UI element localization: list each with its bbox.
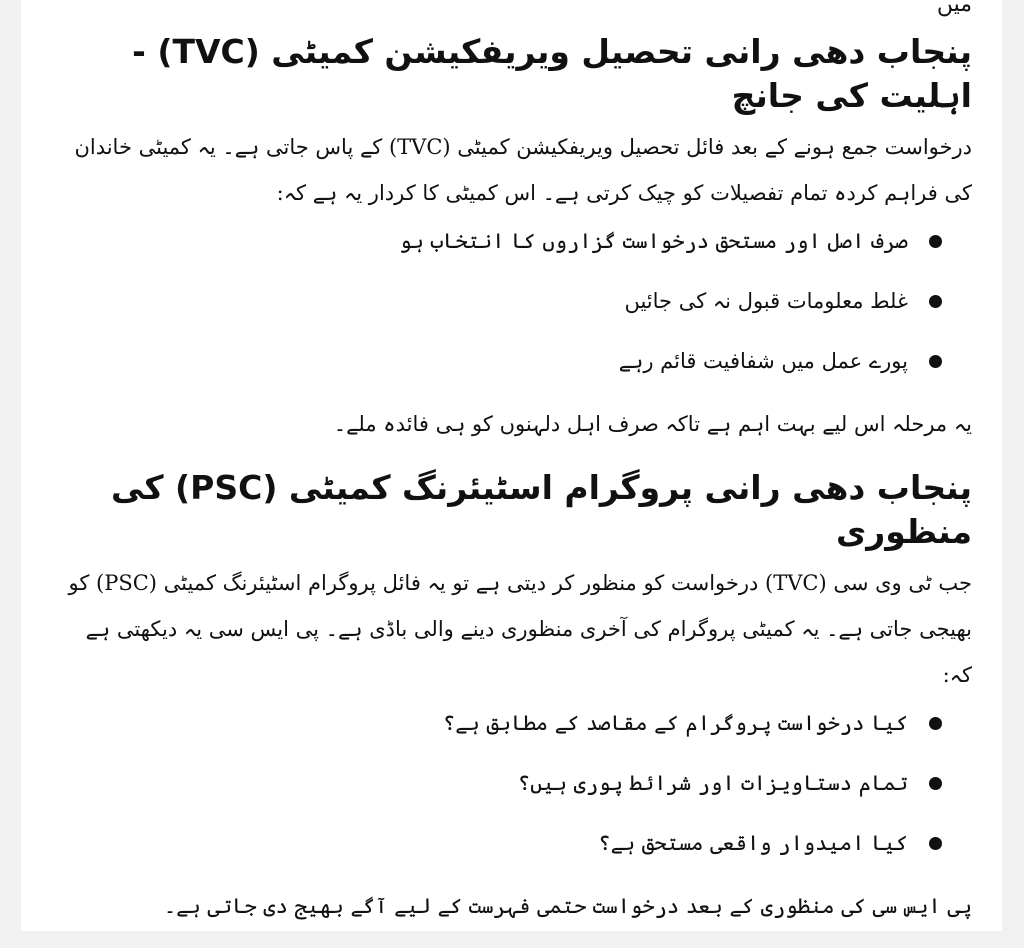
bullet-text: غلط معلومات قبول نہ کی جائیں — [624, 289, 908, 313]
bullet-item — [61, 344, 942, 378]
bullet-text: کیا امیدوار واقعی مستحق ہے؟ — [598, 831, 908, 855]
section-heading: پنجاب دھی رانی پروگرام اسٹیئرنگ کمیٹی (PSC) کی منظوری — [110, 468, 972, 551]
section-intro: جب ٹی وی سی (TVC) درخواست کو منظور کر دیتی ہے تو یہ فائل پروگرام اسٹیئرنگ کمیٹی (PSC) کو بھیجی جاتی ہے۔ یہ کمیٹی پروگرام کی آخری منظوری دینے والی باڈی ہے۔ پی ایس سی یہ دیکھتی ہے کہ: — [68, 571, 972, 687]
section-closing: یہ مرحلہ اس لیے بہت اہم ہے تاکہ صرف اہل دلہنوں کو ہی فائدہ ملے۔ — [333, 412, 972, 436]
bullet-dot-icon — [929, 717, 942, 730]
article-body — [61, 0, 972, 948]
previous-text-fragment: میں — [936, 0, 972, 17]
bullet-item — [61, 706, 942, 740]
bullet-item — [61, 224, 942, 258]
page — [21, 0, 1002, 931]
bullet-dot-icon — [929, 777, 942, 790]
bullet-list — [61, 706, 972, 860]
section-heading: پنجاب دھی رانی تحصیل ویریفکیشن کمیٹی (TVC) - اہلیت کی جانچ — [132, 32, 972, 115]
bullet-text: پورے عمل میں شفافیت قائم رہے — [618, 349, 908, 373]
section-intro: درخواست جمع ہونے کے بعد فائل تحصیل ویریفکیشن کمیٹی (TVC) کے پاس جاتی ہے۔ یہ کمیٹی خاندان کی فراہم کردہ تمام تفصیلات کو چیک کرتی ہے۔ اس کمیٹی کا کردار یہ ہے کہ: — [74, 135, 972, 205]
section-closing: پی ایس سی کی منظوری کے بعد درخواست حتمی فہرست کے لیے آگے بھیج دی جاتی ہے۔ — [163, 894, 972, 918]
bullet-list — [61, 224, 972, 378]
bullet-text: کیا درخواست پروگرام کے مقاصد کے مطابق ہے؟ — [442, 711, 908, 735]
bullet-dot-icon — [929, 295, 942, 308]
bullet-dot-icon — [929, 837, 942, 850]
bullet-item — [61, 284, 942, 318]
bullet-text: صرف اصل اور مستحق درخواست گزاروں کا انتخاب ہو — [399, 229, 908, 253]
bullet-item — [61, 766, 942, 800]
bullet-text: تمام دستاویزات اور شرائط پوری ہیں؟ — [517, 771, 908, 795]
bullet-item — [61, 826, 942, 860]
bullet-dot-icon — [929, 235, 942, 248]
section-tvc — [61, 30, 972, 444]
section-psc — [61, 466, 972, 926]
bullet-dot-icon — [929, 355, 942, 368]
